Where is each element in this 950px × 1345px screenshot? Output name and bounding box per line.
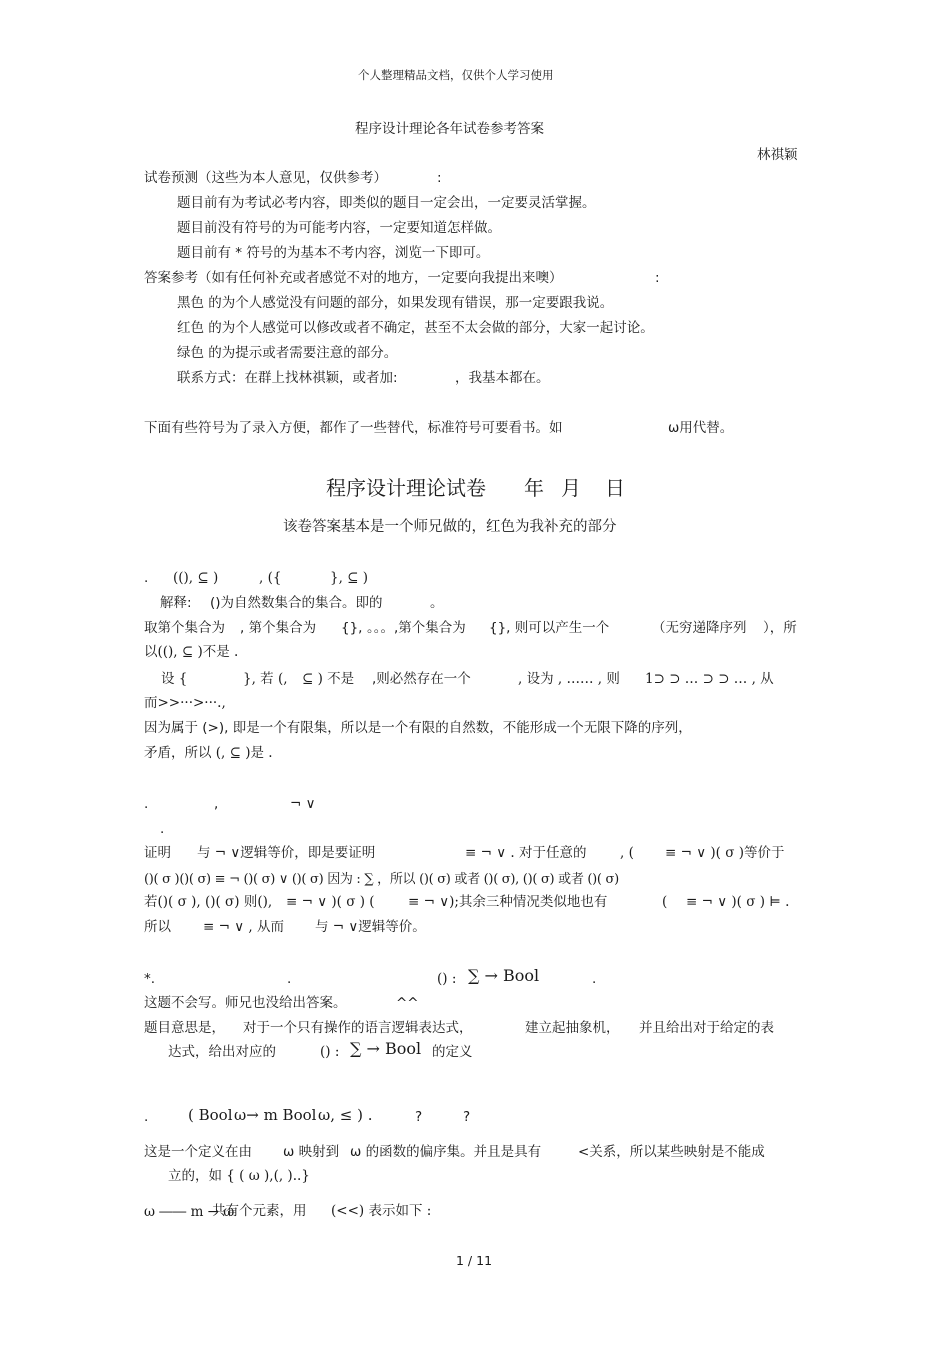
doc-title: 程序设计理论各年试卷参考答案 bbox=[355, 121, 544, 137]
q3-note: ^^ bbox=[396, 995, 419, 1011]
q3-meaning: () : bbox=[320, 1044, 340, 1060]
q2-text: . bbox=[160, 821, 165, 837]
notice-text-end: ω用代替。 bbox=[668, 420, 734, 436]
q4-formula: ω, ≤ ) . bbox=[318, 1106, 373, 1124]
predict-line: 题目前没有符号的为可能考内容，一定要知道怎样做。 bbox=[177, 220, 501, 236]
q1-line: （无穷递降序列 bbox=[652, 620, 747, 636]
q2-proof: ≡ ¬ ∨ , 从而 bbox=[203, 919, 284, 935]
q2-number: . bbox=[144, 796, 149, 812]
q3-text: . bbox=[287, 971, 292, 987]
q3-meaning: 建立起抽象机， bbox=[525, 1020, 620, 1036]
q1-proof: , 设为 , …… , 则 bbox=[518, 671, 620, 687]
q1-line: 以((), ⊆ )不是 . bbox=[144, 644, 239, 660]
q3-meaning: 题目意思是， bbox=[144, 1020, 225, 1036]
q2-proof: , ( bbox=[620, 845, 634, 861]
page-header: 个人整理精品文档，仅供个人学习使用 bbox=[358, 68, 554, 82]
q2-proof: ≡ ¬ ∨ . 对于任意的 bbox=[465, 845, 587, 861]
q1-line: {}, bbox=[341, 620, 363, 636]
q2-proof: ≡ ¬ ∨ )( σ ) ⊨ . bbox=[686, 894, 790, 910]
q1-proof: 设 { bbox=[161, 671, 188, 687]
q1-line: 取第个集合为 bbox=[144, 620, 225, 636]
q1-proof: }, 若 (, bbox=[243, 671, 288, 687]
q2-proof: 证明 bbox=[144, 845, 171, 861]
exam-day: 日 bbox=[605, 476, 625, 500]
q3-meaning: 并且给出对于给定的表 bbox=[639, 1020, 774, 1036]
q1-explain-end: 。 bbox=[430, 595, 444, 611]
q1-proof: ⊆ ) 不是 bbox=[302, 671, 355, 687]
q1-proof: 因为属于 (>), 即是一个有限集，所以是一个有限的自然数，不能形成一个无限下降的序列， bbox=[144, 720, 692, 736]
q4-formula: ω ―― m → ω bbox=[144, 1204, 235, 1220]
q1-proof: 矛盾，所以 (, ⊆ )是 . bbox=[144, 745, 273, 761]
predict-colon: : bbox=[437, 170, 442, 186]
q1-number: . bbox=[144, 570, 149, 586]
q3-number: *. bbox=[144, 971, 156, 987]
contact-text: 联系方式：在群上找林祺颖，或者加: bbox=[177, 370, 398, 386]
q1-set: ((), ⊆ ) bbox=[173, 570, 219, 586]
q2-proof: ≡ ¬ ∨ )( σ )等价于 bbox=[665, 845, 785, 861]
answers-colon: : bbox=[655, 270, 660, 286]
q3-meaning: 的定义 bbox=[432, 1044, 473, 1060]
q1-proof: 1⊃ ⊃ … ⊃ ⊃ … , 从 bbox=[645, 671, 774, 687]
q3-meaning: 达式，给出对应的 bbox=[168, 1044, 276, 1060]
notice-text: 下面有些符号为了录入方便，都作了一些替代，标准符号可要看书。如 bbox=[144, 420, 563, 436]
q1-set: }, ⊆ ) bbox=[330, 570, 369, 586]
q4-formula: ω→ m Bool bbox=[234, 1106, 317, 1124]
q3-formula: ∑ → Bool bbox=[350, 1039, 422, 1058]
q4-formula: ( Bool bbox=[188, 1106, 233, 1124]
q2-proof: 所以 bbox=[144, 919, 171, 935]
q1-line: ），所 bbox=[763, 620, 797, 636]
q4-text: ω 映射到 bbox=[283, 1144, 340, 1160]
q2-proof: ≡ ¬ ∨ )( σ ) ( bbox=[286, 894, 375, 910]
exam-subtitle: 该卷答案基本是一个师兄做的，红色为我补充的部分 bbox=[283, 519, 617, 535]
predict-line: 题目前有 * 符号的为基本不考内容，浏览一下即可。 bbox=[177, 245, 490, 261]
answers-line: 红色 的为个人感觉可以修改或者不确定，甚至不太会做的部分，大家一起讨论。 bbox=[177, 320, 654, 336]
q1-set: , ({ bbox=[259, 570, 282, 586]
q4-text: 立的，如 { ( ω ),(, )..} bbox=[168, 1168, 310, 1184]
predict-line: 题目前有为考试必考内容，即类似的题目一定会出，一定要灵活掌握。 bbox=[177, 195, 596, 211]
predict-heading: 试卷预测（这些为本人意见，仅供参考） bbox=[144, 170, 387, 186]
q4-text: <关系，所以某些映射是不能成 bbox=[578, 1144, 765, 1160]
q3-meaning: 对于一个只有操作的语言逻辑表达式， bbox=[243, 1020, 473, 1036]
contact-text-end: ，我基本都在。 bbox=[455, 370, 550, 386]
q4-question-mark: ? bbox=[415, 1109, 423, 1125]
q4-text: 共有个元素，用 bbox=[212, 1203, 307, 1219]
q3-note: 这题不会写。师兄也没给出答案。 bbox=[144, 995, 347, 1011]
q4-question-mark: ? bbox=[463, 1109, 471, 1125]
q1-line: , 第个集合为 bbox=[240, 620, 317, 636]
q3-text: () : bbox=[437, 971, 457, 987]
q4-text: ω 的函数的偏序集。并且是具有 bbox=[350, 1144, 542, 1160]
author: 林祺颖 bbox=[757, 147, 798, 163]
q2-proof: 若()( σ ), ()( σ) 则(), bbox=[144, 894, 273, 910]
exam-year: 年 bbox=[524, 476, 544, 500]
exam-month: 月 bbox=[561, 476, 581, 500]
q3-text: . bbox=[592, 971, 597, 987]
q1-explain-label: 解释: bbox=[160, 595, 192, 611]
q4-text: 这是一个定义在由 bbox=[144, 1144, 252, 1160]
q2-proof: ( bbox=[662, 894, 668, 910]
q4-number: . bbox=[144, 1109, 149, 1125]
exam-title: 程序设计理论试卷 bbox=[326, 476, 486, 500]
q2-proof: 与 ¬ ∨逻辑等价，即是要证明 bbox=[197, 845, 376, 861]
answers-line: 绿色 的为提示或者需要注意的部分。 bbox=[177, 345, 398, 361]
page-number: 1 / 11 bbox=[456, 1253, 493, 1268]
answers-heading: 答案参考（如有任何补充或者感觉不对的地方，一定要向我提出来噢） bbox=[144, 270, 563, 286]
q4-text: (<<) 表示如下 : bbox=[331, 1203, 432, 1219]
q2-text: , bbox=[214, 796, 219, 812]
answers-line: 黑色 的为个人感觉没有问题的部分，如果发现有错误，那一定要跟我说。 bbox=[177, 295, 614, 311]
q2-proof: 与 ¬ ∨逻辑等价。 bbox=[315, 919, 426, 935]
q2-proof: ()( σ )()( σ) ≡ ¬ ()( σ) ∨ ()( σ) 因为 : ∑ ，所以 ()( σ) 或者 ()( σ), ()( σ) 或者 ()( σ) bbox=[144, 872, 619, 887]
q1-proof: 而>>···>···., bbox=[144, 695, 226, 711]
q2-formula: ¬ ∨ bbox=[290, 796, 316, 812]
q1-line: {}, 则可以产生一个 bbox=[489, 620, 610, 636]
q2-proof: ≡ ¬ ∨);其余三种情况类似地也有 bbox=[408, 894, 608, 910]
q1-line: 。。。,第个集合为 bbox=[367, 620, 466, 636]
q3-formula: ∑ → Bool bbox=[468, 966, 540, 985]
q1-explain: ()为自然数集合的集合。即的 bbox=[210, 595, 383, 611]
q1-proof: ,则必然存在一个 bbox=[372, 671, 471, 687]
